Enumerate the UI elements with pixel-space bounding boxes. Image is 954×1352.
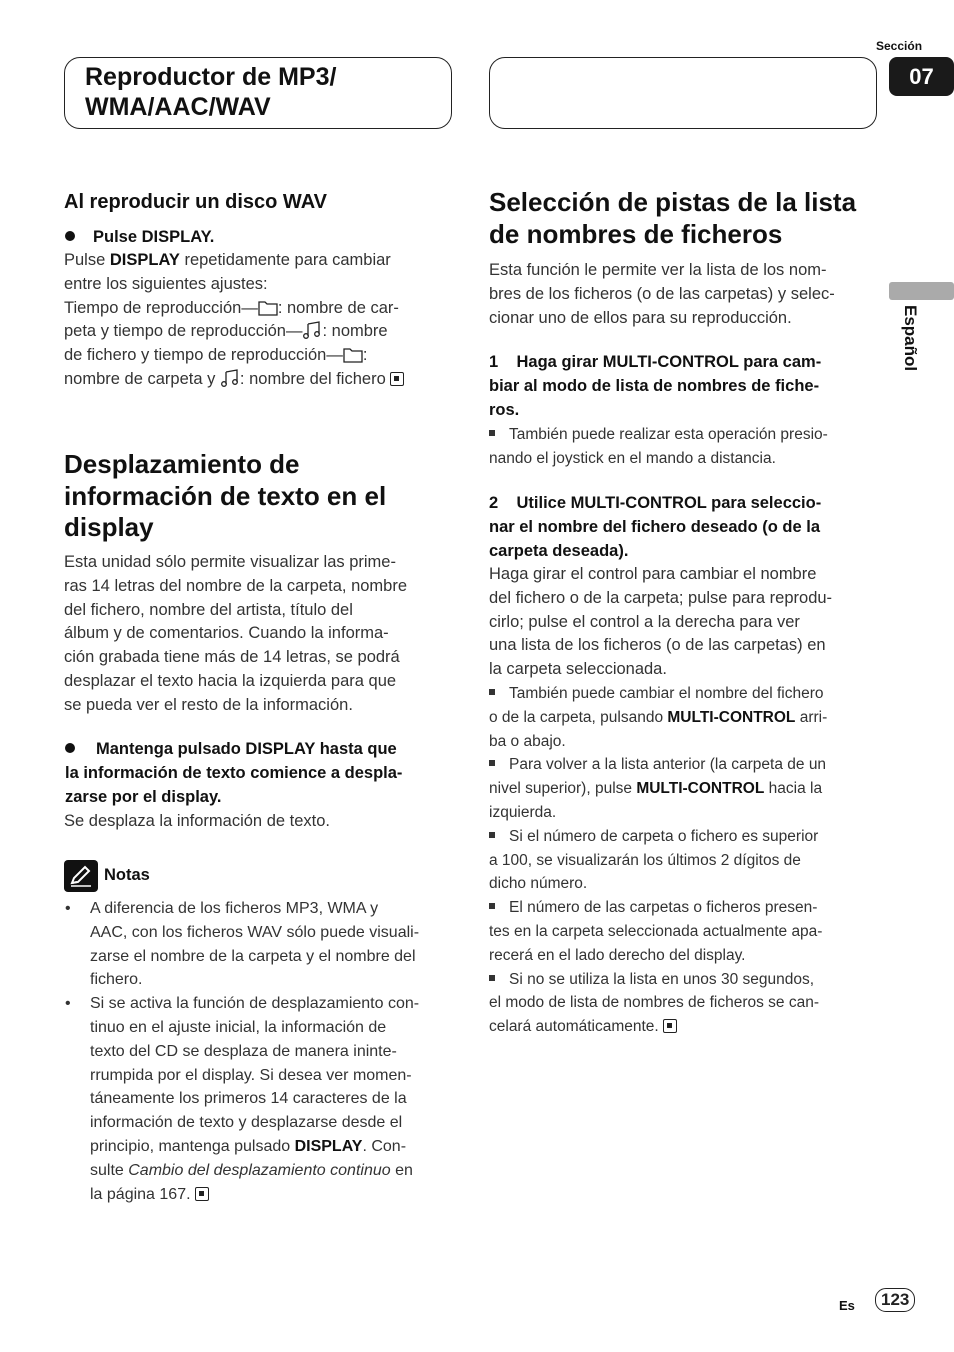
section-label: Sección — [876, 39, 923, 53]
music-note-icon — [220, 369, 240, 387]
square-bullet-icon — [489, 832, 495, 838]
step-1-note: También puede realizar esta operación presio- nando el joystick en el mando a distancia. — [489, 426, 828, 467]
square-bullet-icon — [489, 689, 495, 695]
end-mark-icon — [663, 1019, 677, 1033]
list-item: Para volver a la lista anterior (la carpeta de un nivel superior), pulse MULTI-CONTROL hacia la izquierda. — [489, 756, 827, 821]
language-label: Español — [901, 305, 920, 372]
folder-icon — [258, 299, 278, 316]
bullet-dot-icon — [65, 231, 75, 241]
end-mark-icon — [195, 1187, 209, 1201]
list-item: • A diferencia de los ficheros MP3, WMA y AAC, con los ficheros WAV sólo puede visuali- zarse el nombre de la carpeta y el nombre del fichero. — [65, 900, 420, 989]
step-2: 2 Utilice MULTI-CONTROL para seleccio- nar el nombre del fichero deseado (o de la carpeta deseada). — [489, 494, 822, 560]
end-mark-icon — [390, 372, 404, 386]
hold-display-result: Se desplaza la información de texto. — [64, 812, 330, 830]
music-note-icon — [302, 321, 322, 339]
wav-heading: Al reproducir un disco WAV — [64, 191, 327, 213]
section-number-badge: 07 — [889, 57, 954, 96]
cross-reference-link[interactable]: Cambio del desplazamiento continuo — [128, 1161, 391, 1179]
language-tab — [889, 282, 954, 300]
file-list-heading: Selección de pistas de la lista de nombres de ficheros — [489, 187, 857, 249]
file-list-intro: Esta función le permite ver la lista de los nom- bres de los ficheros (o de las carpetas) y selec- cionar uno de ellos para su reproducción. — [489, 261, 835, 327]
wav-paragraph: Pulse DISPLAY repetidamente para cambiar entre los siguientes ajustes: Tiempo de reproducción— : nombre de car- peta y tiempo de reproducción— : nombre de fichero y tiempo de reproducción— : nombre de carpeta y : nombre del fichero — [64, 249, 454, 392]
scroll-heading: Desplazamiento de información de texto en el display — [64, 449, 387, 542]
list-item: Si el número de carpeta o fichero es superior a 100, se visualizarán los últimos 2 dígitos de dicho número. — [489, 827, 819, 893]
square-bullet-icon — [489, 975, 495, 981]
bullet-dot-icon — [65, 743, 75, 753]
empty-header-box — [489, 57, 877, 129]
footer-lang-code: Es — [839, 1298, 855, 1313]
wav-bullet: Pulse DISPLAY. — [65, 226, 214, 250]
notes-pencil-icon — [64, 860, 98, 892]
chapter-title: Reproductor de MP3/ WMA/AAC/WAV — [85, 63, 337, 121]
list-item: Si no se utiliza la lista en unos 30 segundos, el modo de lista de nombres de ficheros se can- celará automáticamente. — [489, 970, 819, 1036]
hold-display-instruction: Mantenga pulsado DISPLAY hasta que la información de texto comience a despla- zarse por el display. — [65, 740, 403, 806]
scroll-paragraph: Esta unidad sólo permite visualizar las prime- ras 14 letras del nombre de la carpeta, nombre del fichero, nombre del artista, título del álbum y de comentarios. Cuando la informa- ción grabada tiene más de 14 letras, se podrá desplazar el texto hacia la izquierda para que se pueda ver el resto de la información. — [64, 553, 408, 714]
step-2-paragraph: Haga girar el control para cambiar el nombre del fichero o de la carpeta; pulse para reprodu- cirlo; pulse el control a la derecha para ver una lista de los ficheros (o de las carpetas) en la carpeta seleccionada. — [489, 565, 833, 679]
square-bullet-icon — [489, 760, 495, 766]
notes-title: Notas — [104, 866, 150, 884]
list-item: También puede cambiar el nombre del fichero o de la carpeta, pulsando MULTI-CONTROL arri- ba o abajo. — [489, 685, 828, 750]
list-item: • Si se activa la función de desplazamiento con- tinuo en el ajuste inicial, la información de texto del CD se desplaza de manera ininte- rrumpida por el display. Si desea ver momen- táneamente los primeros 14 caracteres de la información de texto y desplazarse desde el principio, mantenga pulsado DISPLAY. Con- sulte Cambio del desplazamiento continuo en la página 167. — [65, 995, 420, 1203]
square-bullet-icon — [489, 430, 495, 436]
step-2-notes — [489, 682, 879, 1039]
folder-icon — [343, 346, 363, 363]
square-bullet-icon — [489, 903, 495, 909]
list-item: El número de las carpetas o ficheros presen- tes en la carpeta seleccionada actualmente apa- recerá en el lado derecho del display. — [489, 899, 823, 964]
notes-list — [65, 897, 455, 1206]
page-number: 123 — [875, 1288, 915, 1312]
step-1: 1 Haga girar MULTI-CONTROL para cam- biar al modo de lista de nombres de fiche- ros. — [489, 353, 822, 419]
